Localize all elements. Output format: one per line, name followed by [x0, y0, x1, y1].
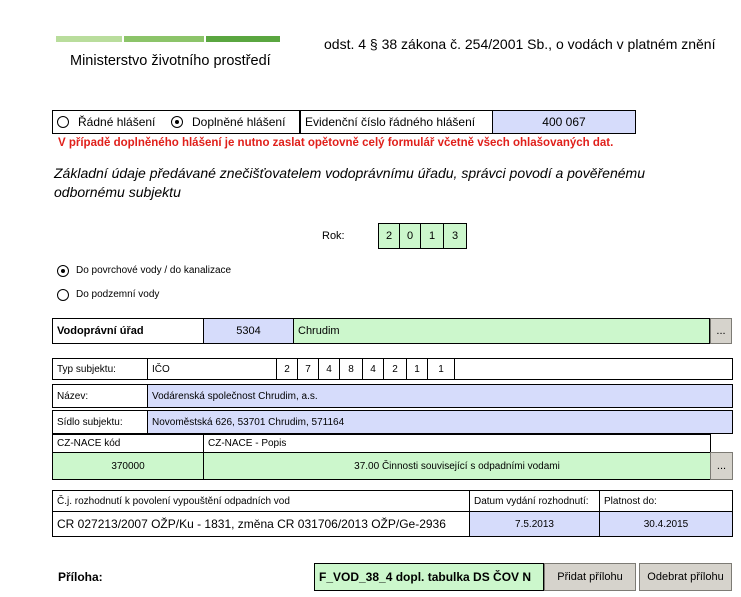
subject-name-field[interactable]: Vodárenská společnost Chrudim, a.s. — [147, 384, 733, 408]
logo-bar-1 — [56, 36, 122, 42]
nace-desc-field[interactable]: 37.00 Činnosti související s odpadními vodami — [203, 452, 711, 480]
radio-regular-report[interactable] — [57, 116, 69, 128]
section-title: Základní údaje předávané znečišťovatelem vodoprávnímu úřadu, správci povodí a pověřenému odbornému subjektu — [54, 165, 645, 200]
year-digit[interactable]: 0 — [399, 223, 421, 249]
attachment-label: Příloha: — [58, 570, 103, 584]
radio-surface-water-label: Do povrchové vody / do kanalizace — [76, 265, 232, 276]
radio-ground-water[interactable] — [57, 289, 69, 301]
water-authority-picker-button[interactable]: ... — [710, 318, 732, 344]
ico-digit[interactable]: 2 — [383, 358, 407, 380]
ico-digit[interactable]: 1 — [406, 358, 428, 380]
year-label: Rok: — [322, 230, 345, 242]
nace-desc-label: CZ-NACE - Popis — [203, 434, 711, 453]
attachment-filename-field[interactable]: F_VOD_38_4 dopl. tabulka DS ČOV N — [314, 563, 544, 591]
logo-bar-3 — [206, 36, 280, 42]
ico-empty-cell — [454, 358, 733, 380]
evid-number-field[interactable]: 400 067 — [492, 110, 636, 134]
ico-digit[interactable]: 4 — [318, 358, 340, 380]
logo-bar-2 — [124, 36, 204, 42]
ico-digit[interactable]: 4 — [362, 358, 384, 380]
nace-code-label: CZ-NACE kód — [52, 434, 204, 453]
subject-type-label: Typ subjektu: — [52, 358, 148, 380]
decision-valid-label: Platnost do: — [599, 490, 733, 512]
decision-ref-field[interactable]: CR 027213/2007 OŽP/Ku - 1831, změna CR 031706/2013 OŽP/Ge-2936 — [52, 511, 470, 537]
subject-seat-field[interactable]: Novoměstská 626, 53701 Chrudim, 571164 — [147, 410, 733, 434]
decision-ref-label: Č.j. rozhodnutí k povolení vypouštění odpadních vod — [52, 490, 470, 512]
ministry-name: Ministerstvo životního prostředí — [70, 53, 271, 69]
radio-ground-water-label: Do podzemní vody — [76, 289, 160, 300]
water-authority-label: Vodoprávní úřad — [52, 318, 204, 344]
ico-digit[interactable]: 7 — [297, 358, 319, 380]
radio-surface-water[interactable] — [57, 265, 69, 277]
subject-seat-label: Sídlo subjektu: — [52, 410, 148, 434]
decision-date-label: Datum vydání rozhodnutí: — [469, 490, 600, 512]
radio-regular-label: Řádné hlášení — [78, 115, 156, 129]
radio-supplementary-label: Doplněné hlášení — [192, 115, 286, 129]
subject-name-label: Název: — [52, 384, 148, 408]
water-authority-code[interactable]: 5304 — [203, 318, 294, 344]
nace-picker-button[interactable]: ... — [710, 452, 733, 480]
year-digit[interactable]: 1 — [420, 223, 444, 249]
ico-digit[interactable]: 2 — [276, 358, 298, 380]
ico-digit[interactable]: 1 — [427, 358, 455, 380]
ico-digit[interactable]: 8 — [339, 358, 363, 380]
decision-valid-field[interactable]: 30.4.2015 — [599, 511, 733, 537]
water-authority-name[interactable]: Chrudim — [293, 318, 710, 344]
year-digit[interactable]: 2 — [378, 223, 400, 249]
year-digit[interactable]: 3 — [443, 223, 467, 249]
add-attachment-button[interactable]: Přidat přílohu — [544, 563, 636, 591]
subject-type-value[interactable]: IČO — [147, 358, 277, 380]
law-reference: odst. 4 § 38 zákona č. 254/2001 Sb., o vodách v platném znění — [324, 36, 716, 52]
evid-number-label: Evidenční číslo řádného hlášení — [300, 110, 493, 134]
remove-attachment-button[interactable]: Odebrat přílohu — [639, 563, 732, 591]
radio-supplementary-report[interactable] — [171, 116, 183, 128]
decision-date-field[interactable]: 7.5.2013 — [469, 511, 600, 537]
nace-code-field[interactable]: 370000 — [52, 452, 204, 480]
supplementary-warning: V případě doplněného hlášení je nutno zaslat opětovně celý formulář včetně všech ohlašovaných dat. — [58, 137, 614, 149]
